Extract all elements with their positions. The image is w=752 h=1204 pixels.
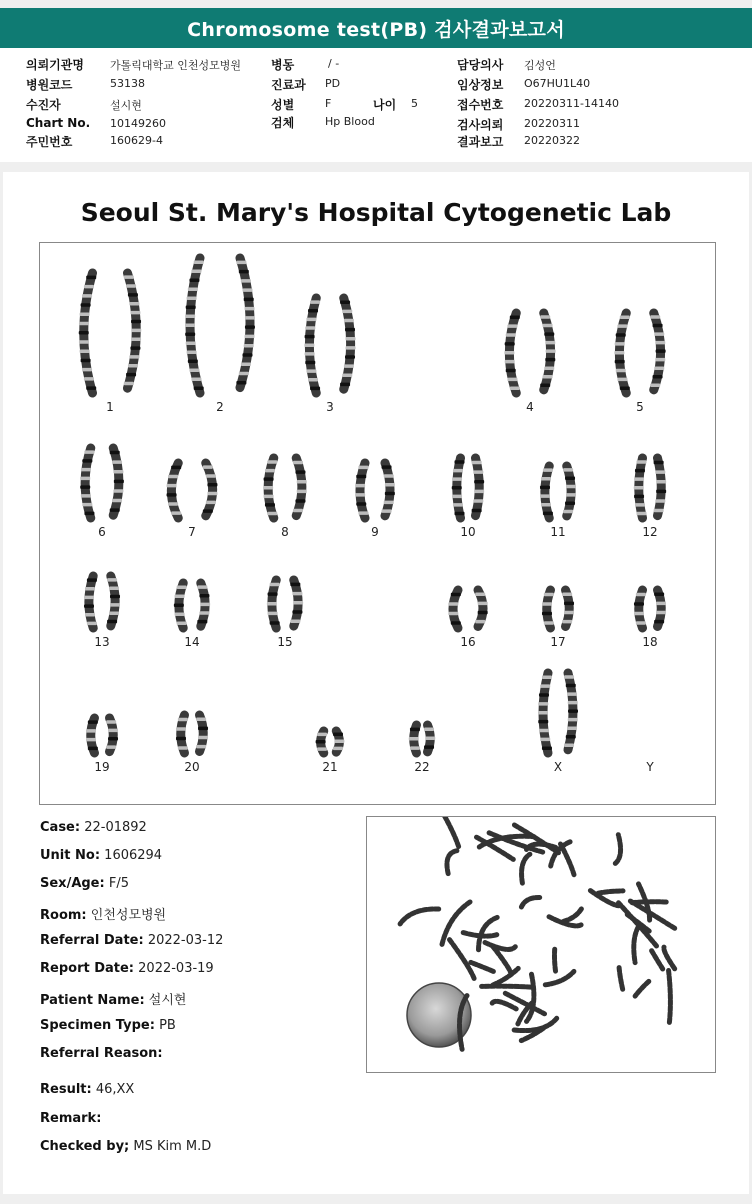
room-value: 인천성모병원 [90, 908, 167, 923]
chromosome-label: 15 [277, 635, 293, 649]
chromosome-pair-1 [79, 273, 142, 393]
unit-value: 1606294 [104, 848, 163, 863]
sexage-value: F/5 [108, 876, 129, 891]
remark-row: Remark: [40, 1111, 102, 1126]
case-value: 22-01892 [84, 820, 147, 835]
chart-value: 10149260 [110, 117, 166, 130]
sex-value: F [325, 97, 332, 110]
chromosome-label: 16 [460, 635, 476, 649]
specimen-type-value: PB [159, 1018, 176, 1033]
metaphase-panel [366, 816, 716, 1073]
chromosome-pair-22 [409, 725, 436, 753]
chromosome-pair-14 [174, 583, 210, 628]
chromosome-pair-9 [355, 463, 395, 518]
chromosome-label: 21 [322, 760, 338, 774]
chromosome-pair-18 [634, 590, 666, 628]
report-date-row: Report Date: 2022-03-19 [40, 961, 214, 976]
chromosome-pair-7 [167, 463, 218, 518]
specimen-type-row: Specimen Type: PB [40, 1018, 176, 1033]
result-row: Result: 46,XX [40, 1082, 135, 1097]
code-value: 53138 [110, 77, 145, 90]
chromosome-pair-16 [448, 590, 487, 628]
chromosome-label: 22 [414, 760, 430, 774]
doctor-value: 김성언 [524, 59, 556, 72]
code-label: 병원코드 [26, 78, 73, 92]
sexage-row: Sex/Age: F/5 [40, 876, 129, 891]
chromosome-pair-5 [614, 313, 665, 393]
metaphase-image [367, 817, 717, 1074]
resident-value: 160629-4 [110, 134, 163, 147]
result-value: 46,XX [95, 1082, 135, 1097]
chromosome-label: 4 [526, 400, 534, 414]
specimen-label: 검체 [271, 116, 295, 130]
chromosome-pair-20 [176, 715, 208, 753]
chart-label: Chart No. [26, 116, 91, 130]
specimen-value: Hp Blood [325, 115, 375, 128]
report-body [3, 172, 749, 1194]
chromosome-label: 19 [94, 760, 110, 774]
sex-label: 성별 [271, 98, 295, 112]
chromosome-label: 5 [636, 400, 644, 414]
report-title: Chromosome test(PB) 검사결과보고서 [0, 8, 752, 48]
resident-label: 주민번호 [26, 135, 73, 149]
chromosome-label: 18 [642, 635, 658, 649]
patient-info-panel [0, 48, 752, 162]
request-value: 20220311 [524, 117, 580, 130]
chromosome-pair-6 [80, 448, 124, 518]
chromosome-pair-3 [304, 298, 355, 393]
chromosome-label: 6 [98, 525, 106, 539]
chromosome-label: 9 [371, 525, 379, 539]
chromosome-label: X [553, 760, 563, 774]
chromosome-label: 17 [550, 635, 566, 649]
chromosome-label: 20 [184, 760, 200, 774]
chromosome-label: 8 [281, 525, 289, 539]
chromosome-pair-12 [634, 458, 666, 518]
recipient-label: 수진자 [26, 98, 61, 112]
report-value: 20220322 [524, 134, 580, 147]
age-label: 나이 [373, 98, 397, 112]
referral-reason-row: Referral Reason: [40, 1046, 163, 1061]
chromosome-label: 10 [460, 525, 476, 539]
ward-value: / - [328, 57, 340, 70]
chromosome-pair-19 [86, 718, 118, 753]
chromosome-label: 13 [94, 635, 110, 649]
hospital-value: 가톨릭대학교 인천성모병원 [110, 59, 242, 72]
checked-row: Checked by; MS Kim M.D [40, 1139, 212, 1154]
chromosome-label: 2 [216, 400, 224, 414]
case-row: Case: 22-01892 [40, 820, 147, 835]
chromosome-label: 3 [326, 400, 334, 414]
chromosome-pair-10 [452, 458, 484, 518]
chromosome-pair-4 [504, 313, 555, 393]
metaphase-spread [400, 817, 675, 1049]
chromosome-pair-21 [316, 731, 345, 753]
chromosome-label: 1 [106, 400, 114, 414]
recipient-value: 설시현 [110, 99, 142, 112]
chromosome-label: 14 [184, 635, 200, 649]
hospital-label: 의뢰기관명 [26, 58, 84, 72]
clinical-label: 임상정보 [457, 78, 504, 92]
chromosome-pair-X [538, 673, 578, 753]
patient-name-value: 설시현 [148, 993, 187, 1008]
receipt-label: 접수번호 [457, 98, 504, 112]
receipt-value: 20220311-14140 [524, 97, 619, 110]
chromosome-label: 12 [642, 525, 658, 539]
referral-date-row: Referral Date: 2022-03-12 [40, 933, 224, 948]
report-label: 결과보고 [457, 135, 504, 149]
chromosome-pair-11 [540, 466, 576, 518]
referral-date-value: 2022-03-12 [147, 933, 224, 948]
unit-row: Unit No: 1606294 [40, 848, 163, 863]
dept-value: PD [325, 77, 341, 90]
chromosome-pair-2 [185, 258, 255, 393]
clinical-value: O67HU1L40 [524, 77, 591, 90]
request-label: 검사의뢰 [457, 118, 504, 132]
chromosome-pair-13 [84, 576, 120, 628]
karyogram-image [40, 243, 717, 806]
chromosome-label: Y [646, 760, 654, 774]
chromosome-pair-15 [267, 580, 303, 628]
dept-label: 진료과 [271, 78, 306, 92]
report-date-value: 2022-03-19 [138, 961, 214, 976]
karyogram-panel [39, 242, 716, 805]
chromosome-label: 7 [188, 525, 196, 539]
lab-title: Seoul St. Mary's Hospital Cytogenetic Lab [80, 198, 672, 227]
chromosome-label: 11 [550, 525, 566, 539]
ward-label: 병동 [271, 58, 295, 72]
chromosome-pair-8 [263, 458, 307, 518]
age-value: 5 [411, 97, 418, 110]
chromosome-pair-17 [542, 590, 574, 628]
patient-name-row: Patient Name: 설시현 [40, 993, 187, 1008]
checked-value: MS Kim M.D [133, 1139, 212, 1154]
room-row: Room: 인천성모병원 [40, 908, 167, 923]
doctor-label: 담당의사 [457, 58, 504, 72]
